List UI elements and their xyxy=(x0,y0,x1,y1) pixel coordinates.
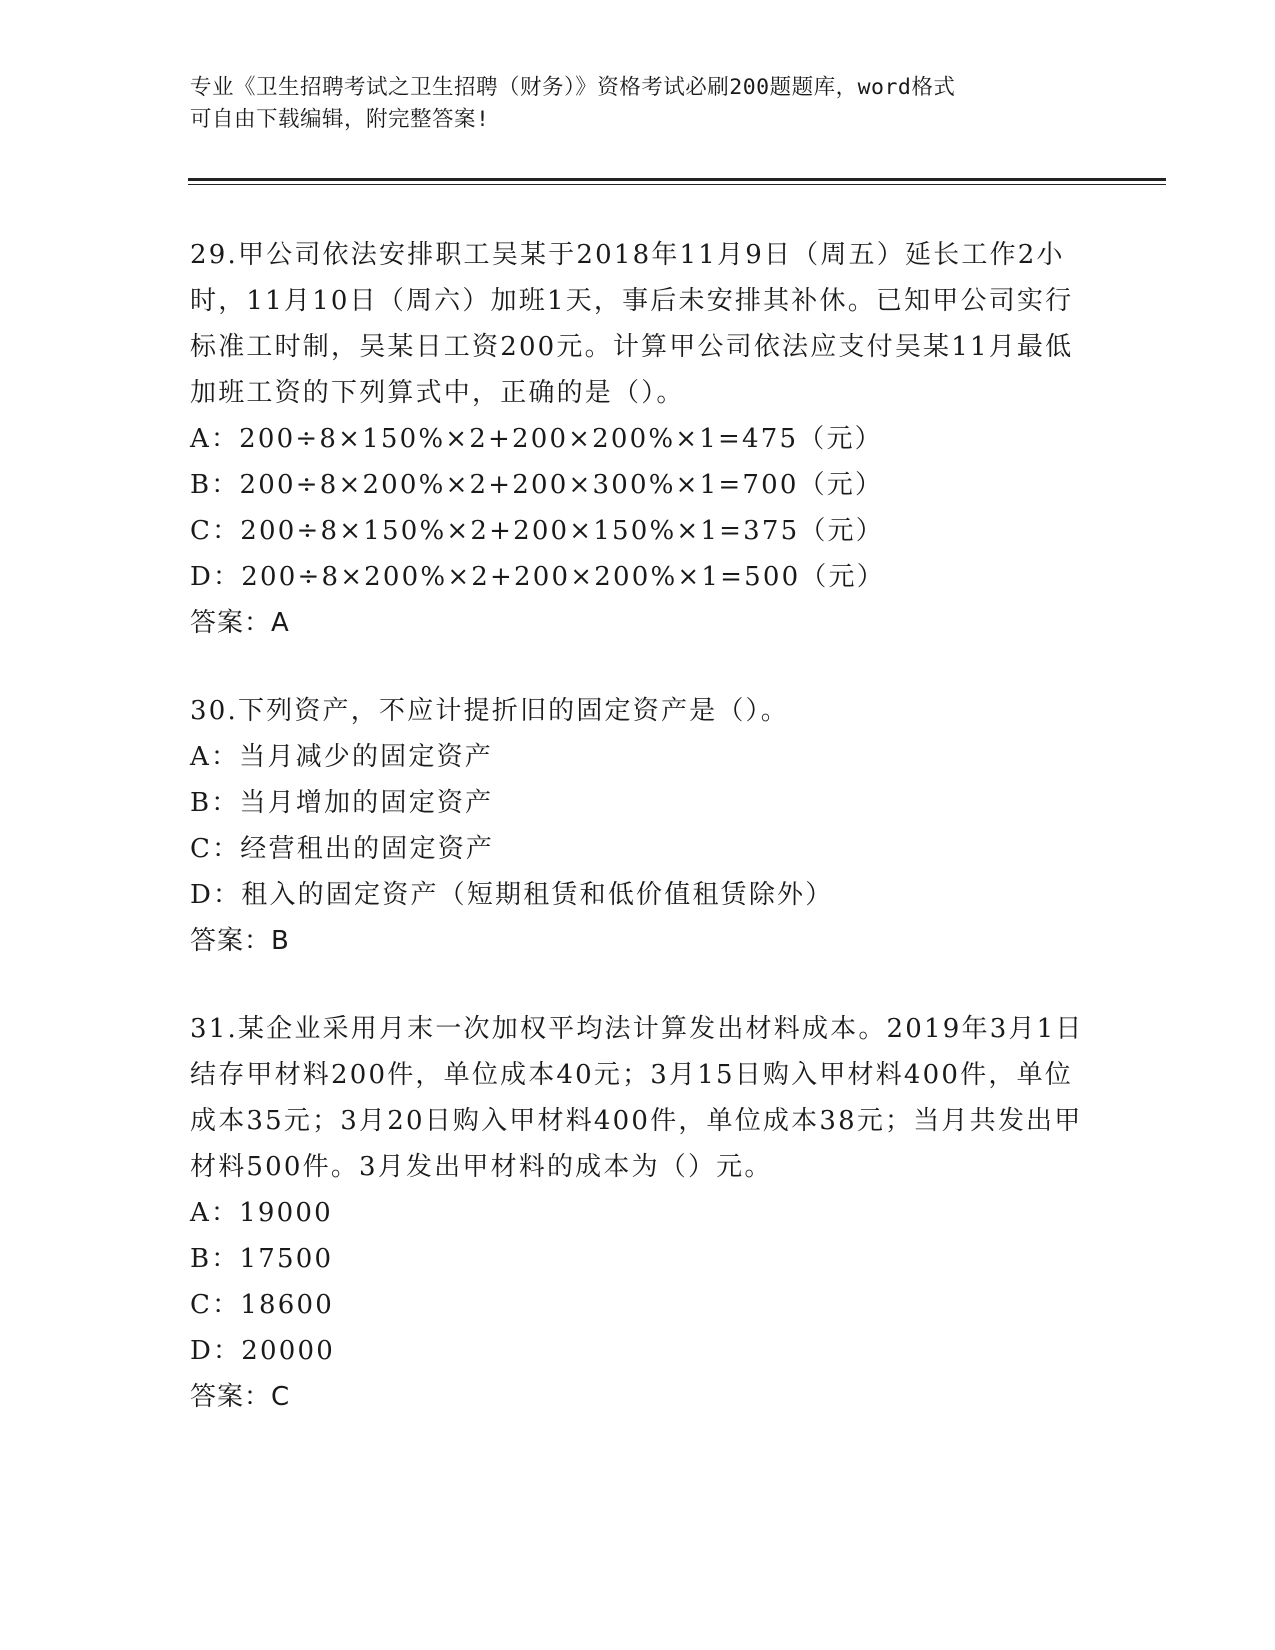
answer-line: 答案：C xyxy=(190,1382,291,1412)
question-29 xyxy=(190,232,1090,646)
question-stem: 31.某企业采用月末一次加权平均法计算发出材料成本。2019年3月1日结存甲材料200件，单位成本40元；3月15日购入甲材料400件，单位成本35元；3月20日购入甲材料400件，单位成本38元；当月共发出甲材料500件。3月发出甲材料的成本为（）元。 xyxy=(190,1014,1084,1182)
option-b: B：17500 xyxy=(190,1244,334,1274)
option-b: B：当月增加的固定资产 xyxy=(190,788,494,818)
option-b: B：200÷8×200%×2+200×300%×1=700（元） xyxy=(190,470,884,500)
option-a: A：19000 xyxy=(190,1198,333,1228)
header-line-2: 可自由下载编辑，附完整答案! xyxy=(190,107,490,132)
option-c: C：经营租出的固定资产 xyxy=(190,834,495,864)
header-divider-thin xyxy=(188,184,1166,185)
option-a: A：当月减少的固定资产 xyxy=(190,742,493,772)
question-list xyxy=(190,232,1090,1462)
option-d: D：200÷8×200%×2+200×200%×1=500（元） xyxy=(190,562,885,592)
document-header xyxy=(190,72,1090,136)
option-c: C：200÷8×150%×2+200×150%×1=375（元） xyxy=(190,516,884,546)
question-stem: 29.甲公司依法安排职工吴某于2018年11月9日（周五）延长工作2小时，11月10日（周六）加班1天，事后未安排其补休。已知甲公司实行标准工时制，吴某日工资200元。计算甲公司依法应支付吴某11月最低加班工资的下列算式中，正确的是（）。 xyxy=(190,240,1074,408)
option-d: D：租入的固定资产（短期租赁和低价值租赁除外） xyxy=(190,880,834,910)
question-stem: 30.下列资产，不应计提折旧的固定资产是（）。 xyxy=(190,696,789,726)
option-a: A：200÷8×150%×2+200×200%×1=475（元） xyxy=(190,424,883,454)
header-line-1: 专业《卫生招聘考试之卫生招聘（财务）》资格考试必刷200题题库，word格式 xyxy=(190,75,956,100)
option-d: D：20000 xyxy=(190,1336,335,1366)
answer-line: 答案：B xyxy=(190,926,290,956)
question-31 xyxy=(190,1006,1090,1420)
answer-line: 答案：A xyxy=(190,608,290,638)
question-30 xyxy=(190,688,1090,964)
option-c: C：18600 xyxy=(190,1290,335,1320)
header-divider-thick xyxy=(188,178,1166,181)
